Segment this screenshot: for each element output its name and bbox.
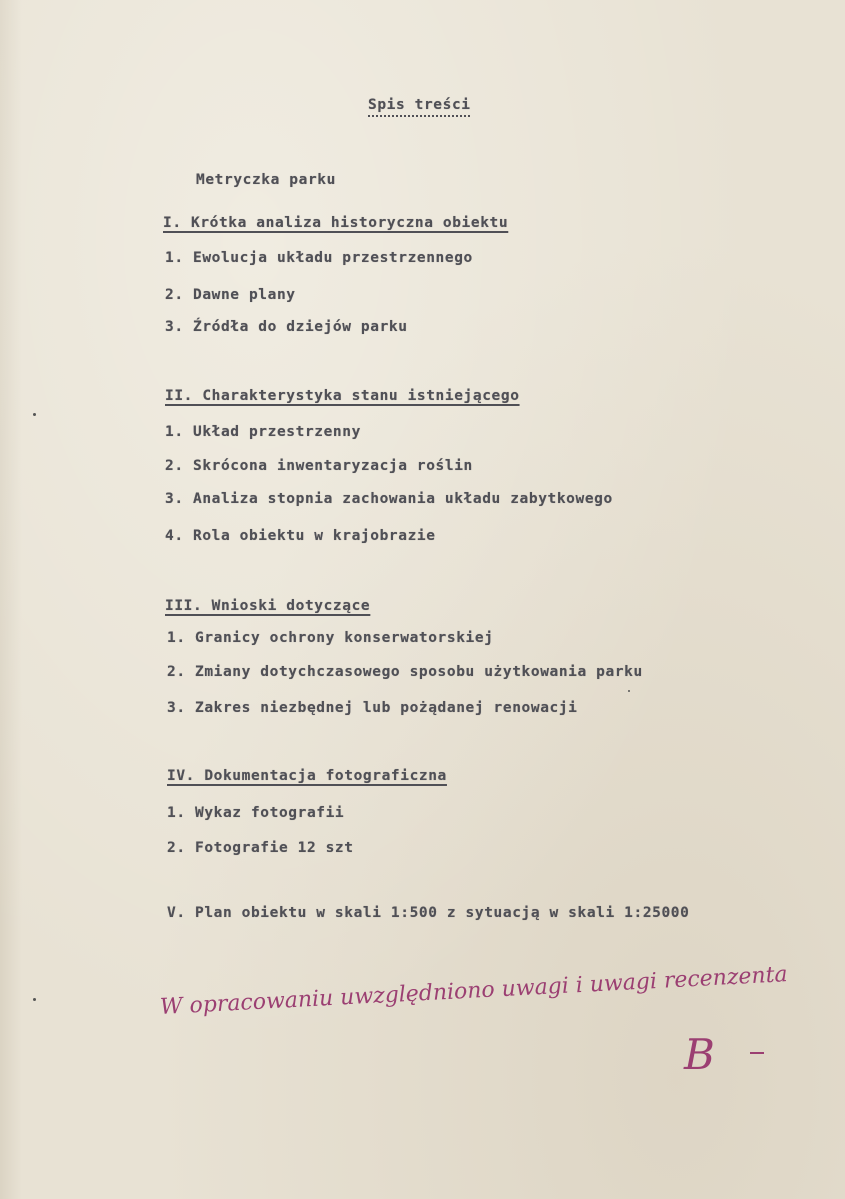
toc-item: 1. Ewolucja układu przestrzennego bbox=[165, 250, 473, 266]
margin-mark bbox=[33, 413, 36, 416]
margin-mark bbox=[33, 998, 36, 1001]
toc-item: 2. Dawne plany bbox=[165, 287, 296, 303]
section-heading-iv: IV. Dokumentacja fotograficzna bbox=[167, 768, 447, 784]
toc-item: 1. Wykaz fotografii bbox=[167, 805, 345, 821]
signature-dash bbox=[750, 1052, 764, 1054]
section-heading-ii: II. Charakterystyka stanu istniejącego bbox=[165, 388, 520, 404]
toc-item: 2. Fotografie 12 szt bbox=[167, 840, 354, 856]
metryczka-entry: Metryczka parku bbox=[196, 172, 336, 188]
toc-item: 3. Analiza stopnia zachowania układu zabytkowego bbox=[165, 491, 613, 507]
toc-item: 3. Źródła do dziejów parku bbox=[165, 319, 408, 335]
toc-item: 2. Skrócona inwentaryzacja roślin bbox=[165, 458, 473, 474]
toc-item: 2. Zmiany dotychczasowego sposobu użytkowania parku bbox=[167, 664, 643, 680]
toc-item: 1. Granicy ochrony konserwatorskiej bbox=[167, 630, 494, 646]
page-title: Spis treści bbox=[368, 97, 471, 113]
toc-item: 4. Rola obiektu w krajobrazie bbox=[165, 528, 436, 544]
section-heading-i: I. Krótka analiza historyczna obiektu bbox=[163, 215, 509, 231]
toc-item: 1. Układ przestrzenny bbox=[165, 424, 361, 440]
handwritten-note: W opracowaniu uwzględniono uwagi i uwagi recenzenta bbox=[159, 962, 789, 1020]
toc-item: 3. Zakres niezbędnej lub pożądanej renowacji bbox=[167, 700, 578, 716]
signature: B bbox=[684, 1030, 715, 1079]
section-heading-iii: III. Wnioski dotyczące bbox=[165, 598, 371, 614]
section-v: V. Plan obiektu w skali 1:500 z sytuacją w skali 1:25000 bbox=[167, 905, 690, 921]
speck bbox=[628, 690, 630, 692]
